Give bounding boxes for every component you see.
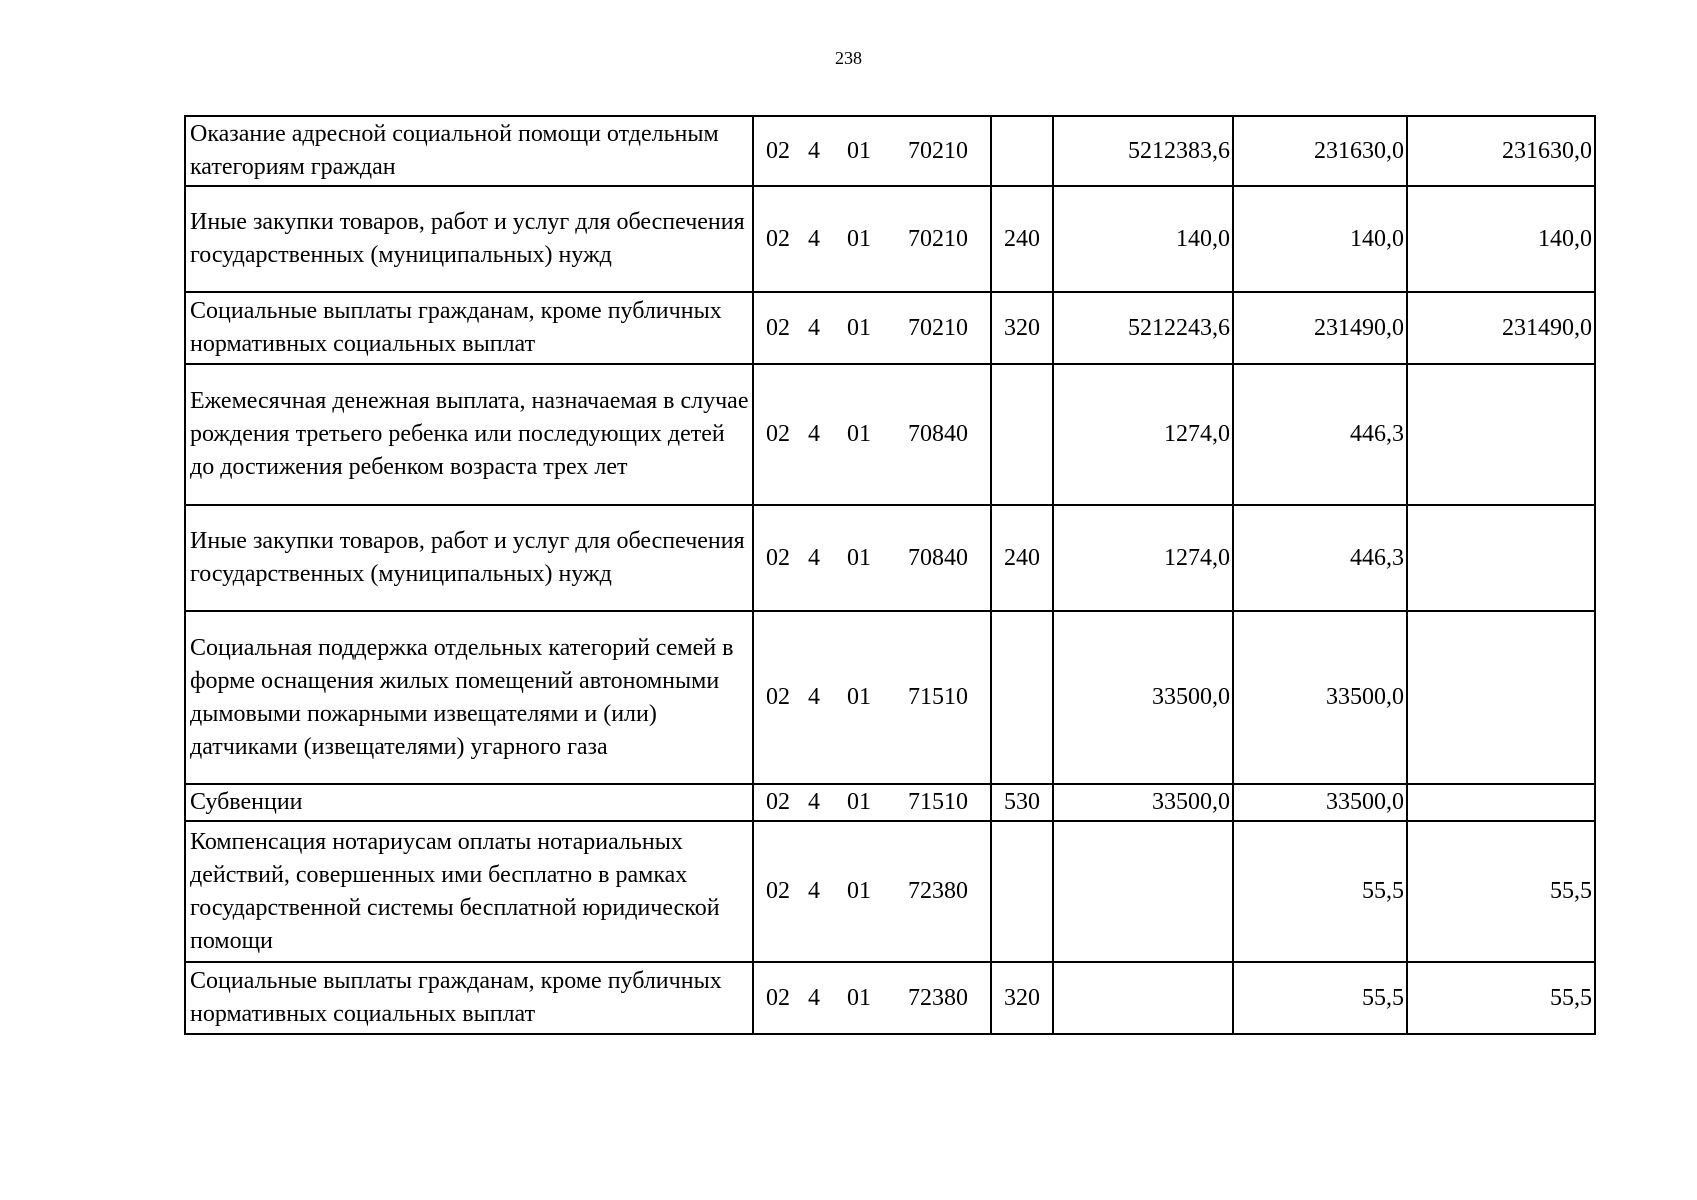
row-value-3: 140,0 bbox=[1407, 186, 1595, 292]
code-direction: 71510 bbox=[908, 789, 968, 815]
row-name: Социальные выплаты гражданам, кроме публичных нормативных социальных выплат bbox=[185, 292, 753, 364]
row-name: Иные закупки товаров, работ и услуг для обеспечения государственных (муниципальных) нужд bbox=[185, 505, 753, 611]
code-section: 02 bbox=[766, 878, 790, 904]
code-section: 02 bbox=[766, 684, 790, 710]
code-subprogram: 01 bbox=[847, 314, 871, 341]
row-name: Оказание адресной социальной помощи отдельным категориям граждан bbox=[185, 116, 753, 186]
code-section: 02 bbox=[766, 314, 790, 341]
table-row bbox=[185, 505, 1595, 611]
row-value-3: 231630,0 bbox=[1407, 116, 1595, 186]
row-name: Социальные выплаты гражданам, кроме публичных нормативных социальных выплат bbox=[185, 962, 753, 1034]
row-code bbox=[753, 505, 991, 611]
code-direction: 71510 bbox=[908, 684, 968, 710]
row-expense-type: 240 bbox=[991, 505, 1053, 611]
table-row bbox=[185, 962, 1595, 1034]
row-name: Иные закупки товаров, работ и услуг для обеспечения государственных (муниципальных) нужд bbox=[185, 186, 753, 292]
row-value-3: 55,5 bbox=[1407, 821, 1595, 962]
row-value-1: 33500,0 bbox=[1053, 611, 1233, 784]
code-subprogram: 01 bbox=[847, 878, 871, 904]
row-value-1: 1274,0 bbox=[1053, 364, 1233, 505]
code-section: 02 bbox=[766, 421, 790, 447]
row-value-3 bbox=[1407, 364, 1595, 505]
row-code bbox=[753, 784, 991, 821]
row-name: Ежемесячная денежная выплата, назначаемая в случае рождения третьего ребенка или последующих детей до достижения ребенком возраста трех лет bbox=[185, 364, 753, 505]
row-name: Социальная поддержка отдельных категорий семей в форме оснащения жилых помещений автономными дымовыми пожарными извещателями и (или) датчиками (извещателями) угарного газа bbox=[185, 611, 753, 784]
code-subprogram: 01 bbox=[847, 544, 871, 571]
code-subprogram: 01 bbox=[847, 137, 871, 164]
table-row bbox=[185, 186, 1595, 292]
code-direction: 70210 bbox=[908, 314, 968, 341]
row-value-3: 231490,0 bbox=[1407, 292, 1595, 364]
row-code bbox=[753, 186, 991, 292]
row-value-3 bbox=[1407, 784, 1595, 821]
row-value-2: 231490,0 bbox=[1233, 292, 1407, 364]
row-value-2: 446,3 bbox=[1233, 364, 1407, 505]
code-direction: 70840 bbox=[908, 421, 968, 447]
row-code bbox=[753, 821, 991, 962]
row-code bbox=[753, 364, 991, 505]
code-program: 4 bbox=[808, 421, 820, 447]
code-program: 4 bbox=[808, 314, 820, 341]
row-value-1: 140,0 bbox=[1053, 186, 1233, 292]
row-expense-type bbox=[991, 364, 1053, 505]
row-expense-type bbox=[991, 116, 1053, 186]
row-value-2: 140,0 bbox=[1233, 186, 1407, 292]
code-section: 02 bbox=[766, 137, 790, 164]
row-code bbox=[753, 962, 991, 1034]
row-value-2: 55,5 bbox=[1233, 821, 1407, 962]
row-value-2: 33500,0 bbox=[1233, 611, 1407, 784]
row-value-1 bbox=[1053, 821, 1233, 962]
row-value-3: 55,5 bbox=[1407, 962, 1595, 1034]
row-value-1: 1274,0 bbox=[1053, 505, 1233, 611]
row-value-2: 231630,0 bbox=[1233, 116, 1407, 186]
row-name: Компенсация нотариусам оплаты нотариальных действий, совершенных ими бесплатно в рамках государственной системы бесплатной юридической помощи bbox=[185, 821, 753, 962]
code-program: 4 bbox=[808, 878, 820, 904]
code-section: 02 bbox=[766, 544, 790, 571]
code-program: 4 bbox=[808, 544, 820, 571]
table-row bbox=[185, 116, 1595, 186]
code-program: 4 bbox=[808, 684, 820, 710]
code-section: 02 bbox=[766, 984, 790, 1011]
table-row bbox=[185, 784, 1595, 821]
row-expense-type: 240 bbox=[991, 186, 1053, 292]
row-expense-type bbox=[991, 821, 1053, 962]
code-direction: 72380 bbox=[908, 984, 968, 1011]
code-subprogram: 01 bbox=[847, 789, 871, 815]
code-subprogram: 01 bbox=[847, 984, 871, 1011]
table-row bbox=[185, 821, 1595, 962]
row-code bbox=[753, 611, 991, 784]
code-program: 4 bbox=[808, 225, 820, 252]
row-value-3 bbox=[1407, 611, 1595, 784]
row-expense-type: 320 bbox=[991, 292, 1053, 364]
code-direction: 70840 bbox=[908, 544, 968, 571]
code-section: 02 bbox=[766, 789, 790, 815]
row-expense-type: 320 bbox=[991, 962, 1053, 1034]
row-name: Субвенции bbox=[185, 784, 753, 821]
page-number: 238 bbox=[835, 48, 862, 68]
row-code bbox=[753, 292, 991, 364]
row-value-2: 33500,0 bbox=[1233, 784, 1407, 821]
row-expense-type: 530 bbox=[991, 784, 1053, 821]
code-program: 4 bbox=[808, 984, 820, 1011]
code-direction: 70210 bbox=[908, 137, 968, 164]
code-program: 4 bbox=[808, 789, 820, 815]
table-row bbox=[185, 364, 1595, 505]
row-value-1: 5212243,6 bbox=[1053, 292, 1233, 364]
row-code bbox=[753, 116, 991, 186]
code-subprogram: 01 bbox=[847, 684, 871, 710]
row-value-3 bbox=[1407, 505, 1595, 611]
row-value-1 bbox=[1053, 962, 1233, 1034]
row-value-1: 5212383,6 bbox=[1053, 116, 1233, 186]
table-row bbox=[185, 292, 1595, 364]
row-expense-type bbox=[991, 611, 1053, 784]
code-program: 4 bbox=[808, 137, 820, 164]
row-value-1: 33500,0 bbox=[1053, 784, 1233, 821]
code-subprogram: 01 bbox=[847, 225, 871, 252]
code-direction: 72380 bbox=[908, 878, 968, 904]
code-subprogram: 01 bbox=[847, 421, 871, 447]
code-section: 02 bbox=[766, 225, 790, 252]
row-value-2: 446,3 bbox=[1233, 505, 1407, 611]
code-direction: 70210 bbox=[908, 225, 968, 252]
row-value-2: 55,5 bbox=[1233, 962, 1407, 1034]
table-row bbox=[185, 611, 1595, 784]
budget-table bbox=[184, 115, 1596, 1035]
